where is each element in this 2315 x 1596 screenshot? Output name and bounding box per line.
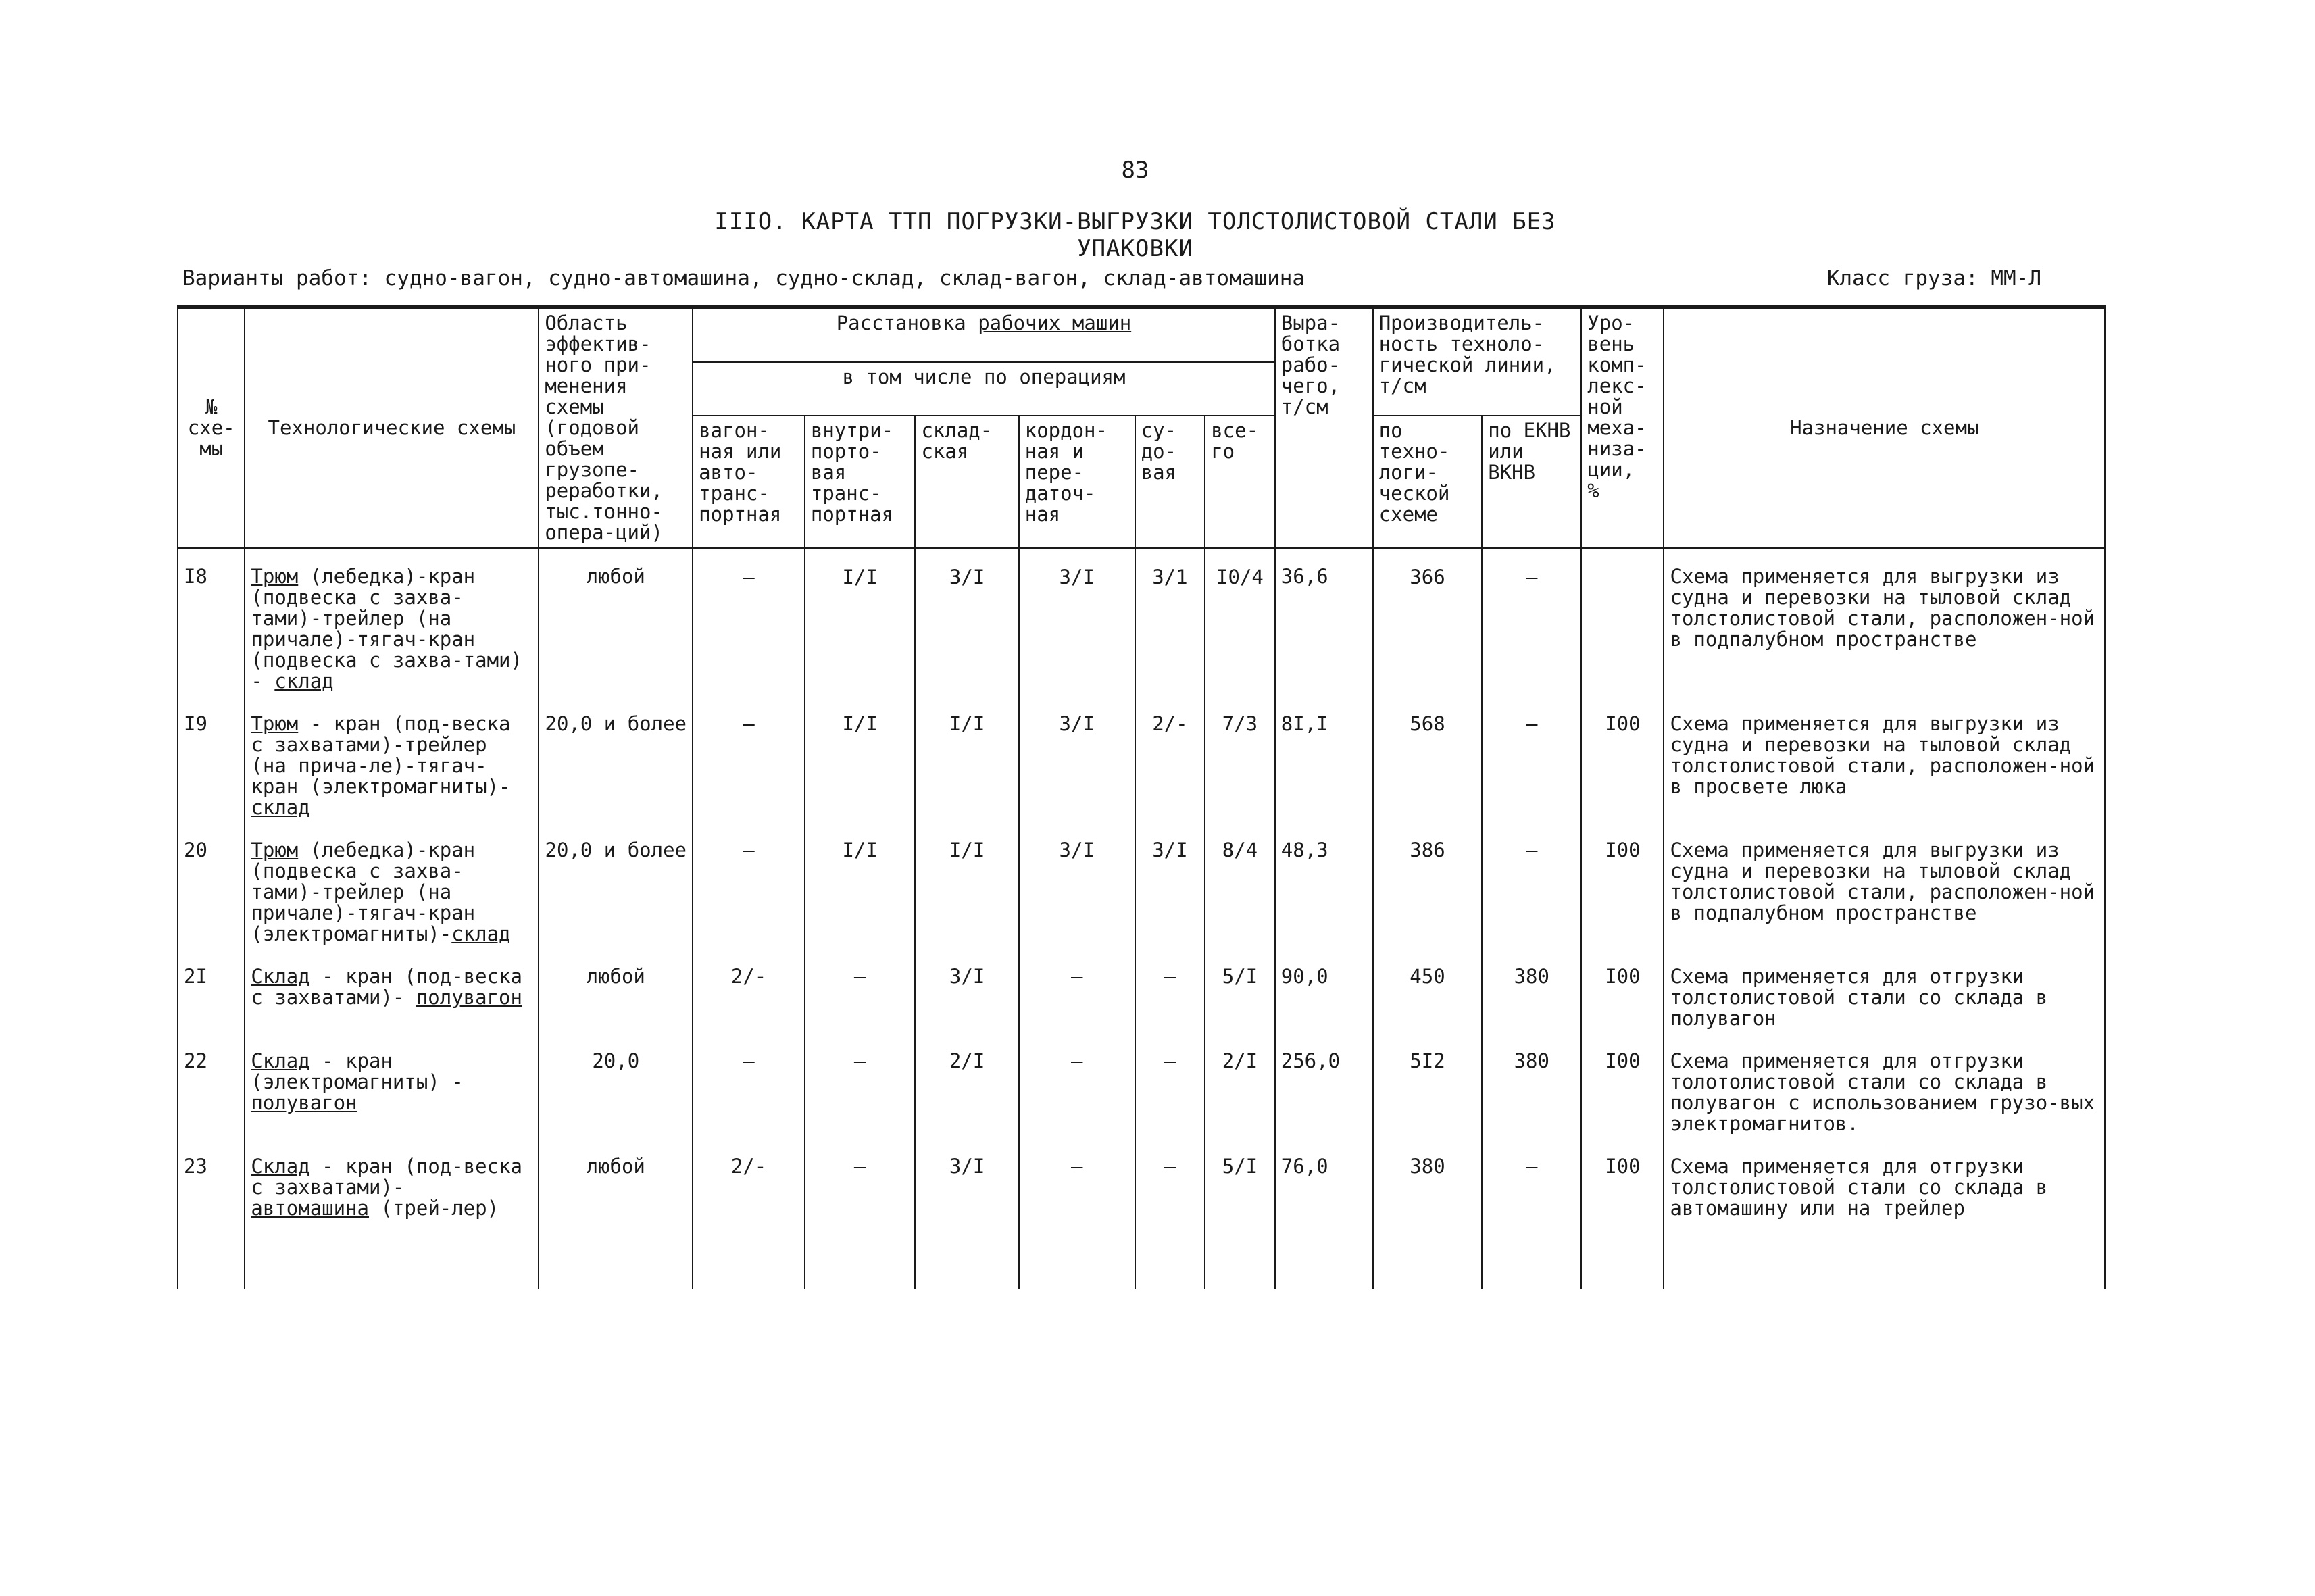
cell-op-ship: 3/I xyxy=(1135,822,1205,949)
cell-scheme-number: I9 xyxy=(178,696,245,822)
scheme-start-point: Склад xyxy=(251,1155,310,1178)
cell-op-ship: 2/- xyxy=(1135,696,1205,822)
cell-prod-by-scheme: 366 xyxy=(1373,548,1483,696)
scheme-middle: - кран (под-веска с захватами)-трейлер (на прича-ле)-тягач-кран (электромагниты)- xyxy=(251,712,511,798)
document-title: IIIO. КАРТА ТТП ПОГРУЗКИ-ВЫГРУЗКИ ТОЛСТОЛИСТОВОЙ СТАЛИ БЕЗ УПАКОВКИ xyxy=(714,208,1556,262)
cell-worker-output: 256,0 xyxy=(1275,1033,1373,1139)
header-prod-by-ekhv: по ЕКНВ или ВКНВ xyxy=(1482,416,1581,548)
cell-op-total: 7/3 xyxy=(1205,696,1275,822)
scheme-middle: - кран (под-веска с захватами)- xyxy=(251,965,522,1009)
cell-prod-by-scheme: 450 xyxy=(1373,949,1483,1033)
cell-prod-by-scheme: 5I2 xyxy=(1373,1033,1483,1139)
cell-op-warehouse: I/I xyxy=(915,822,1018,949)
cell-op-warehouse: I/I xyxy=(915,696,1018,822)
cell-op-wagon: – xyxy=(693,548,805,696)
cell-prod-by-ekhv: – xyxy=(1482,822,1581,949)
cell-scheme-number: 2I xyxy=(178,949,245,1033)
header-mechanization-level: Уро-вень комп-лекс-ной меха-низа-ции, % xyxy=(1581,307,1664,549)
cell-prod-by-ekhv: – xyxy=(1482,548,1581,696)
scheme-middle: - кран (электромагниты) - xyxy=(251,1049,464,1093)
cell-op-warehouse: 3/I xyxy=(915,949,1018,1033)
cell-tech-scheme xyxy=(245,548,539,696)
cargo-class: Класс груза: ММ-Л xyxy=(1826,266,2041,291)
cell-op-ship: – xyxy=(1135,1033,1205,1139)
cell-application-area: 20,0 и более xyxy=(539,696,693,822)
operations-table xyxy=(177,305,2106,1289)
cell-op-wagon: 2/- xyxy=(693,1139,805,1289)
cell-prod-by-ekhv: 380 xyxy=(1482,1033,1581,1139)
cell-prod-by-scheme: 380 xyxy=(1373,1139,1483,1289)
cell-scheme-number: 22 xyxy=(178,1033,245,1139)
cell-op-internal: – xyxy=(805,1139,916,1289)
header-scheme-number: № схе-мы xyxy=(178,307,245,549)
header-worker-output: Выра-ботка рабо-чего, т/см xyxy=(1275,307,1373,549)
table-row xyxy=(178,696,2105,822)
cell-mechanization-level xyxy=(1581,548,1664,696)
cell-op-wagon: – xyxy=(693,822,805,949)
cell-purpose: Схема применяется для выгрузки из судна и перевозки на тыловой склад толстолистовой стали, расположен-ной в подпалубном пространстве xyxy=(1664,548,2105,696)
cell-op-cordon: 3/I xyxy=(1019,548,1135,696)
cell-op-internal: – xyxy=(805,949,916,1033)
header-op-cordon: кордон-ная и пере-даточ-ная xyxy=(1019,416,1135,548)
header-placement-prefix: Расстановка xyxy=(836,311,978,334)
cell-op-cordon: 3/I xyxy=(1019,696,1135,822)
scheme-start-point: Трюм xyxy=(251,712,299,735)
cell-op-cordon: – xyxy=(1019,1033,1135,1139)
scheme-end-point: склад xyxy=(274,670,334,693)
cell-purpose: Схема применяется для отгрузки толотолистовой стали со склада в полувагон с использованием грузо-вых электромагнитов. xyxy=(1664,1033,2105,1139)
cell-tech-scheme xyxy=(245,949,539,1033)
cell-op-total: 5/I xyxy=(1205,1139,1275,1289)
cell-op-ship: – xyxy=(1135,949,1205,1033)
table-row xyxy=(178,822,2105,949)
header-op-wagon: вагон-ная или авто-транс-портная xyxy=(693,416,805,548)
cell-op-warehouse: 2/I xyxy=(915,1033,1018,1139)
cell-tech-scheme xyxy=(245,1033,539,1139)
scheme-start-point: Трюм xyxy=(251,839,299,862)
header-op-internal: внутри-порто-вая транс-портная xyxy=(805,416,916,548)
cell-worker-output: 36,6 xyxy=(1275,548,1373,696)
cell-op-cordon: 3/I xyxy=(1019,822,1135,949)
cell-scheme-number: 20 xyxy=(178,822,245,949)
cell-worker-output: 48,3 xyxy=(1275,822,1373,949)
table-row xyxy=(178,1139,2105,1289)
work-variants: Варианты работ: судно-вагон, судно-автомашина, судно-склад, склад-вагон, склад-автомашина xyxy=(182,266,1305,291)
cell-op-internal: I/I xyxy=(805,696,916,822)
header-purpose: Назначение схемы xyxy=(1664,307,2105,549)
cell-op-internal: I/I xyxy=(805,548,916,696)
cell-prod-by-scheme: 386 xyxy=(1373,822,1483,949)
cell-op-wagon: 2/- xyxy=(693,949,805,1033)
cell-op-cordon: – xyxy=(1019,1139,1135,1289)
cell-purpose: Схема применяется для выгрузки из судна и перевозки на тыловой склад толстолистовой стали, расположен-ной в подпалубном пространстве xyxy=(1664,822,2105,949)
cell-purpose: Схема применяется для отгрузки толстолистовой стали со склада в автомашину или на трейлер xyxy=(1664,1139,2105,1289)
cell-op-total: 2/I xyxy=(1205,1033,1275,1139)
scheme-end-point: склад xyxy=(451,922,511,945)
header-productivity: Производитель-ность техноло-гической линии, т/см xyxy=(1373,307,1582,416)
table-row xyxy=(178,548,2105,696)
scheme-end-point: полувагон xyxy=(251,1091,357,1114)
cell-mechanization-level: I00 xyxy=(1581,949,1664,1033)
header-by-operations: в том числе по операциям xyxy=(693,362,1275,416)
cell-op-total: 8/4 xyxy=(1205,822,1275,949)
cell-op-warehouse: 3/I xyxy=(915,1139,1018,1289)
cell-op-total: 5/I xyxy=(1205,949,1275,1033)
cell-mechanization-level: I00 xyxy=(1581,696,1664,822)
cell-application-area: 20,0 и более xyxy=(539,822,693,949)
cell-op-wagon: – xyxy=(693,696,805,822)
header-op-total: все-го xyxy=(1205,416,1275,548)
scheme-start-point: Склад xyxy=(251,965,310,988)
cell-mechanization-level: I00 xyxy=(1581,822,1664,949)
cell-op-total: I0/4 xyxy=(1205,548,1275,696)
cell-worker-output: 8I,I xyxy=(1275,696,1373,822)
header-op-warehouse: склад-ская xyxy=(915,416,1018,548)
cell-scheme-number: 23 xyxy=(178,1139,245,1289)
scheme-start-point: Трюм xyxy=(251,565,299,588)
cell-scheme-number: I8 xyxy=(178,548,245,696)
scheme-end-point: склад xyxy=(251,796,310,819)
scheme-end-point: полувагон xyxy=(416,986,522,1009)
cell-tech-scheme xyxy=(245,696,539,822)
scheme-end-point: автомашина xyxy=(251,1197,370,1220)
cell-application-area: любой xyxy=(539,1139,693,1289)
header-tech-schemes: Технологические схемы xyxy=(245,307,539,549)
cell-prod-by-ekhv: – xyxy=(1482,1139,1581,1289)
header-application-area: Область эффектив-ного при-менения схемы (годовой объем грузопе-реработки, тыс.тонно-опера-ций) xyxy=(539,307,693,549)
cell-purpose: Схема применяется для выгрузки из судна и перевозки на тыловой склад толстолистовой стали, расположен-ной в просвете люка xyxy=(1664,696,2105,822)
cell-application-area: любой xyxy=(539,548,693,696)
cell-op-wagon: – xyxy=(693,1033,805,1139)
cell-worker-output: 90,0 xyxy=(1275,949,1373,1033)
header-op-ship: су-до-вая xyxy=(1135,416,1205,548)
scheme-middle: - кран (под-веска с захватами)- xyxy=(251,1155,522,1199)
scheme-tail: (трей-лер) xyxy=(369,1197,499,1220)
cell-tech-scheme xyxy=(245,822,539,949)
header-prod-by-scheme: по техно-логи-ческой схеме xyxy=(1373,416,1483,548)
cell-op-ship: 3/1 xyxy=(1135,548,1205,696)
cell-op-internal: – xyxy=(805,1033,916,1139)
header-machine-placement xyxy=(693,307,1275,363)
table-row xyxy=(178,1033,2105,1139)
page-number: 83 xyxy=(1121,157,1149,184)
cell-prod-by-ekhv: 380 xyxy=(1482,949,1581,1033)
cell-prod-by-ekhv: – xyxy=(1482,696,1581,822)
cell-op-warehouse: 3/I xyxy=(915,548,1018,696)
cell-op-ship: – xyxy=(1135,1139,1205,1289)
cell-mechanization-level: I00 xyxy=(1581,1139,1664,1289)
scheme-start-point: Склад xyxy=(251,1049,310,1072)
cell-purpose: Схема применяется для отгрузки толстолистовой стали со склада в полувагон xyxy=(1664,949,2105,1033)
table-row xyxy=(178,949,2105,1033)
cell-worker-output: 76,0 xyxy=(1275,1139,1373,1289)
cell-tech-scheme xyxy=(245,1139,539,1289)
cell-prod-by-scheme: 568 xyxy=(1373,696,1483,822)
scheme-middle: (лебедка)-кран (подвеска с захва-тами)-трейлер (на причале)-тягач-кран (подвеска с захва-тами) - xyxy=(251,565,522,693)
cell-op-internal: I/I xyxy=(805,822,916,949)
cell-application-area: любой xyxy=(539,949,693,1033)
cell-application-area: 20,0 xyxy=(539,1033,693,1139)
scheme-middle: (лебедка)-кран (подвеска с захва-тами)-трейлер (на причале)-тягач-кран (электромагниты)- xyxy=(251,839,476,945)
header-placement-machines: рабочих машин xyxy=(978,311,1132,334)
cell-op-cordon: – xyxy=(1019,949,1135,1033)
cell-mechanization-level: I00 xyxy=(1581,1033,1664,1139)
